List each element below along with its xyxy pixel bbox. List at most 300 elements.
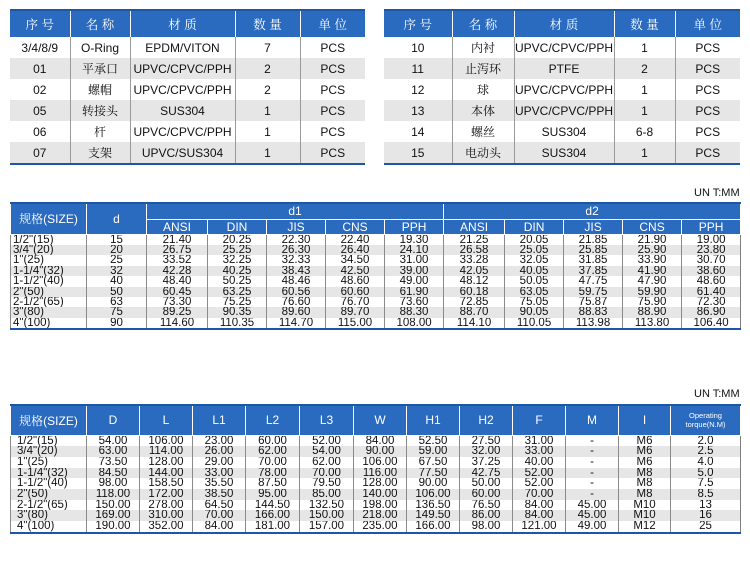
value-cell: 116.00 bbox=[354, 468, 407, 479]
size-cell: 1/2"(15) bbox=[11, 435, 87, 446]
value-cell: 52.00 bbox=[300, 435, 354, 446]
value-cell: 27.50 bbox=[460, 435, 513, 446]
value-cell: 34.50 bbox=[326, 255, 385, 265]
header-pph: PPH bbox=[682, 219, 741, 234]
value-cell: 24.10 bbox=[385, 245, 444, 255]
table-row bbox=[11, 457, 741, 468]
table-row bbox=[10, 58, 365, 79]
size-cell: 4"(100) bbox=[11, 318, 87, 329]
value-cell: 40.25 bbox=[208, 266, 267, 276]
value-cell: 49.00 bbox=[566, 521, 619, 533]
size-cell: 1-1/2"(40) bbox=[11, 478, 87, 489]
cell: UPVC/CPVC/PPH bbox=[514, 79, 614, 100]
value-cell: 20.05 bbox=[505, 234, 564, 245]
value-cell: 64.50 bbox=[193, 500, 246, 511]
value-cell: 61.90 bbox=[385, 287, 444, 297]
value-cell: 2.5 bbox=[671, 446, 741, 457]
value-cell: 63.25 bbox=[208, 287, 267, 297]
header-ansi: ANSI bbox=[444, 219, 505, 234]
header-name: 名 称 bbox=[70, 10, 130, 37]
value-cell: 113.80 bbox=[623, 318, 682, 329]
value-cell: 38.50 bbox=[193, 489, 246, 500]
d-table-body bbox=[11, 234, 741, 329]
value-cell: 106.00 bbox=[354, 457, 407, 468]
value-cell: 76.50 bbox=[460, 500, 513, 511]
value-cell: 86.00 bbox=[460, 510, 513, 521]
value-cell: 31.85 bbox=[564, 255, 623, 265]
value-cell: 48.60 bbox=[326, 276, 385, 286]
parts-table-left bbox=[10, 9, 365, 165]
value-cell: 278.00 bbox=[140, 500, 193, 511]
value-cell: 20 bbox=[87, 245, 147, 255]
value-cell: 21.90 bbox=[623, 234, 682, 245]
value-cell: 144.50 bbox=[246, 500, 300, 511]
value-cell: 26.40 bbox=[326, 245, 385, 255]
cell: 1 bbox=[614, 37, 675, 58]
value-cell: 95.00 bbox=[246, 489, 300, 500]
table-row bbox=[11, 489, 741, 500]
value-cell: 61.40 bbox=[682, 287, 741, 297]
value-cell: 39.00 bbox=[385, 266, 444, 276]
value-cell: - bbox=[566, 468, 619, 479]
value-cell: 41.90 bbox=[623, 266, 682, 276]
value-cell: - bbox=[566, 457, 619, 468]
size-cell: 2-1/2"(65) bbox=[11, 297, 87, 307]
table-row bbox=[11, 234, 741, 245]
cell: PCS bbox=[300, 79, 365, 100]
value-cell: 144.00 bbox=[140, 468, 193, 479]
value-cell: 75.90 bbox=[623, 297, 682, 307]
value-cell: 181.00 bbox=[246, 521, 300, 533]
value-cell: 60.18 bbox=[444, 287, 505, 297]
value-cell: M8 bbox=[619, 478, 671, 489]
value-cell: 40.05 bbox=[505, 266, 564, 276]
cell: PCS bbox=[300, 37, 365, 58]
value-cell: 62.00 bbox=[246, 446, 300, 457]
value-cell: 60.56 bbox=[267, 287, 326, 297]
table-row bbox=[384, 37, 740, 58]
header-d: d bbox=[87, 203, 147, 234]
value-cell: 235.00 bbox=[354, 521, 407, 533]
table-row bbox=[10, 37, 365, 58]
value-cell: 79.50 bbox=[300, 478, 354, 489]
value-cell: 76.70 bbox=[326, 297, 385, 307]
value-cell: 63.00 bbox=[87, 446, 140, 457]
value-cell: 140.00 bbox=[354, 489, 407, 500]
cell: PCS bbox=[675, 100, 740, 121]
value-cell: 31.00 bbox=[385, 255, 444, 265]
value-cell: 54.00 bbox=[300, 446, 354, 457]
value-cell: 25 bbox=[87, 255, 147, 265]
value-cell: 25.05 bbox=[505, 245, 564, 255]
cell: 2 bbox=[614, 58, 675, 79]
table-row bbox=[11, 307, 741, 317]
cell: 10 bbox=[411, 40, 425, 55]
value-cell: 15 bbox=[87, 234, 147, 245]
value-cell: 128.00 bbox=[354, 478, 407, 489]
value-cell: 63 bbox=[87, 297, 147, 307]
value-cell: 25.25 bbox=[208, 245, 267, 255]
table-row bbox=[11, 521, 741, 533]
value-cell: 59.75 bbox=[564, 287, 623, 297]
cell: UPVC/SUS304 bbox=[130, 142, 235, 164]
table-row bbox=[11, 478, 741, 489]
value-cell: 42.05 bbox=[444, 266, 505, 276]
value-cell: 33.52 bbox=[147, 255, 208, 265]
header-operating-torque: Operating torque(N.M) bbox=[671, 405, 741, 435]
table-row bbox=[11, 500, 741, 511]
value-cell: - bbox=[566, 478, 619, 489]
value-cell: M6 bbox=[619, 446, 671, 457]
value-cell: 136.50 bbox=[407, 500, 460, 511]
value-cell: 48.12 bbox=[444, 276, 505, 286]
cell: 05 bbox=[10, 100, 70, 121]
value-cell: 75.87 bbox=[564, 297, 623, 307]
table-row bbox=[11, 318, 741, 329]
value-cell: 21.40 bbox=[147, 234, 208, 245]
value-cell: 114.70 bbox=[267, 318, 326, 329]
value-cell: 110.05 bbox=[505, 318, 564, 329]
value-cell: 59.00 bbox=[407, 446, 460, 457]
value-cell: M6 bbox=[619, 435, 671, 446]
value-cell: 48.40 bbox=[147, 276, 208, 286]
value-cell: 13 bbox=[671, 500, 741, 511]
value-cell: 20.25 bbox=[208, 234, 267, 245]
value-cell: 4.0 bbox=[671, 457, 741, 468]
cell: 本体 bbox=[452, 100, 514, 121]
value-cell: 45.00 bbox=[566, 500, 619, 511]
header-H2: H2 bbox=[460, 405, 513, 435]
cell: 06 bbox=[33, 124, 47, 139]
value-cell: 84.00 bbox=[513, 500, 566, 511]
cell: 球 bbox=[452, 79, 514, 100]
cell: 1 bbox=[614, 142, 675, 164]
table-row bbox=[11, 297, 741, 307]
cell: 02 bbox=[33, 82, 47, 97]
value-cell: 72.85 bbox=[444, 297, 505, 307]
value-cell: 108.00 bbox=[385, 318, 444, 329]
table-row bbox=[11, 245, 741, 255]
cell: SUS304 bbox=[514, 121, 614, 142]
cell: 11 bbox=[384, 58, 452, 79]
header-quantity: 数 量 bbox=[614, 10, 675, 37]
value-cell: 19.00 bbox=[682, 234, 741, 245]
cell: PCS bbox=[300, 100, 365, 121]
value-cell: 88.70 bbox=[444, 307, 505, 317]
cell: 电动头 bbox=[452, 142, 514, 164]
value-cell: 32 bbox=[87, 266, 147, 276]
value-cell: 25 bbox=[671, 521, 741, 533]
table-row bbox=[10, 100, 365, 121]
header-I: I bbox=[619, 405, 671, 435]
value-cell: 352.00 bbox=[140, 521, 193, 533]
value-cell: 310.00 bbox=[140, 510, 193, 521]
value-cell: 32.25 bbox=[208, 255, 267, 265]
value-cell: 166.00 bbox=[246, 510, 300, 521]
header-serial: 序 号 bbox=[384, 10, 452, 37]
size-cell: 3/4"(20) bbox=[11, 245, 87, 255]
cell: PCS bbox=[675, 79, 740, 100]
value-cell: 37.85 bbox=[564, 266, 623, 276]
value-cell: 84.00 bbox=[193, 521, 246, 533]
value-cell: 7.5 bbox=[671, 478, 741, 489]
value-cell: 42.28 bbox=[147, 266, 208, 276]
value-cell: 40.00 bbox=[513, 457, 566, 468]
value-cell: - bbox=[566, 435, 619, 446]
header-M: M bbox=[566, 405, 619, 435]
size-cell: 1/2"(15) bbox=[11, 234, 87, 245]
unit-label-1: UN T:MM bbox=[694, 187, 740, 199]
value-cell: 22.40 bbox=[326, 234, 385, 245]
table-row bbox=[11, 276, 741, 286]
value-cell: 114.10 bbox=[444, 318, 505, 329]
value-cell: 2.0 bbox=[671, 435, 741, 446]
value-cell: 49.00 bbox=[385, 276, 444, 286]
value-cell: 190.00 bbox=[87, 521, 140, 533]
value-cell: 26.30 bbox=[267, 245, 326, 255]
value-cell: 47.90 bbox=[623, 276, 682, 286]
value-cell: 48.60 bbox=[682, 276, 741, 286]
cell: 1 bbox=[614, 100, 675, 121]
cell: PCS bbox=[675, 142, 740, 164]
value-cell: 84.00 bbox=[513, 510, 566, 521]
header-din: DIN bbox=[208, 219, 267, 234]
parts-right-body bbox=[384, 37, 740, 164]
value-cell: 89.25 bbox=[147, 307, 208, 317]
cell: 3/4/8/9 bbox=[21, 40, 59, 55]
value-cell: 90.00 bbox=[407, 478, 460, 489]
header-H1: H1 bbox=[407, 405, 460, 435]
header-din: DIN bbox=[505, 219, 564, 234]
value-cell: 84.00 bbox=[354, 435, 407, 446]
value-cell: 60.00 bbox=[246, 435, 300, 446]
value-cell: 32.33 bbox=[267, 255, 326, 265]
value-cell: 84.50 bbox=[87, 468, 140, 479]
cell: UPVC/CPVC/PPH bbox=[514, 37, 614, 58]
value-cell: 38.43 bbox=[267, 266, 326, 276]
header-jis: JIS bbox=[267, 219, 326, 234]
cell: 转接头 bbox=[70, 100, 130, 121]
value-cell: 5.0 bbox=[671, 468, 741, 479]
value-cell: 70.00 bbox=[246, 457, 300, 468]
parts-left-body bbox=[10, 37, 365, 164]
d-dimension-table bbox=[10, 202, 741, 330]
value-cell: 85.00 bbox=[300, 489, 354, 500]
header-D: D bbox=[87, 405, 140, 435]
value-cell: 106.00 bbox=[407, 489, 460, 500]
header-d2: d2 bbox=[444, 203, 741, 219]
value-cell: 75.25 bbox=[208, 297, 267, 307]
size-cell: 4"(100) bbox=[11, 521, 87, 533]
value-cell: 86.90 bbox=[682, 307, 741, 317]
table-row bbox=[10, 142, 365, 164]
value-cell: 30.70 bbox=[682, 255, 741, 265]
cell: O-Ring bbox=[70, 37, 130, 58]
size-cell: 1"(25) bbox=[11, 457, 87, 468]
cell: UPVC/CPVC/PPH bbox=[130, 121, 235, 142]
value-cell: 33.00 bbox=[193, 468, 246, 479]
value-cell: 31.00 bbox=[513, 435, 566, 446]
header-size: 规格(SIZE) bbox=[11, 203, 87, 234]
cell: UPVC/CPVC/PPH bbox=[130, 58, 235, 79]
value-cell: 98.00 bbox=[460, 521, 513, 533]
value-cell: 8.5 bbox=[671, 489, 741, 500]
header-L3: L3 bbox=[300, 405, 354, 435]
table-row bbox=[384, 100, 740, 121]
value-cell: 166.00 bbox=[407, 521, 460, 533]
cell: 6-8 bbox=[614, 121, 675, 142]
value-cell: 70.00 bbox=[300, 468, 354, 479]
value-cell: 118.00 bbox=[87, 489, 140, 500]
value-cell: 26.75 bbox=[147, 245, 208, 255]
value-cell: M8 bbox=[619, 489, 671, 500]
header-material: 材 质 bbox=[130, 10, 235, 37]
value-cell: 89.70 bbox=[326, 307, 385, 317]
value-cell: 52.00 bbox=[513, 478, 566, 489]
value-cell: 150.00 bbox=[300, 510, 354, 521]
value-cell: 172.00 bbox=[140, 489, 193, 500]
value-cell: 35.50 bbox=[193, 478, 246, 489]
value-cell: 50.00 bbox=[460, 478, 513, 489]
value-cell: 62.00 bbox=[300, 457, 354, 468]
cell: SUS304 bbox=[514, 142, 614, 164]
header-unit: 单 位 bbox=[300, 10, 365, 37]
value-cell: 42.75 bbox=[460, 468, 513, 479]
size-cell: 2"(50) bbox=[11, 489, 87, 500]
header-L1: L1 bbox=[193, 405, 246, 435]
header-name: 名 称 bbox=[452, 10, 514, 37]
value-cell: 45.00 bbox=[566, 510, 619, 521]
value-cell: 33.00 bbox=[513, 446, 566, 457]
value-cell: 150.00 bbox=[87, 500, 140, 511]
value-cell: 75 bbox=[87, 307, 147, 317]
value-cell: 89.60 bbox=[267, 307, 326, 317]
size-cell: 3"(80) bbox=[11, 307, 87, 317]
value-cell: 50.05 bbox=[505, 276, 564, 286]
dimension-table-body bbox=[11, 435, 741, 533]
size-cell: 3"(80) bbox=[11, 510, 87, 521]
value-cell: 25.90 bbox=[623, 245, 682, 255]
value-cell: 88.83 bbox=[564, 307, 623, 317]
value-cell: 76.60 bbox=[267, 297, 326, 307]
value-cell: 52.50 bbox=[407, 435, 460, 446]
size-cell: 2"(50) bbox=[11, 287, 87, 297]
value-cell: 21.85 bbox=[564, 234, 623, 245]
cell: 07 bbox=[10, 142, 70, 164]
table-row bbox=[11, 266, 741, 276]
header-F: F bbox=[513, 405, 566, 435]
cell: 平承口 bbox=[70, 58, 130, 79]
cell: 1 bbox=[235, 121, 300, 142]
value-cell: 60.60 bbox=[326, 287, 385, 297]
cell: 1 bbox=[235, 142, 300, 164]
table-row bbox=[11, 468, 741, 479]
value-cell: 106.00 bbox=[140, 435, 193, 446]
header-material: 材 质 bbox=[514, 10, 614, 37]
value-cell: 72.30 bbox=[682, 297, 741, 307]
table-row bbox=[384, 79, 740, 100]
header-unit: 单 位 bbox=[675, 10, 740, 37]
size-cell: 2-1/2"(65) bbox=[11, 500, 87, 511]
value-cell: 70.00 bbox=[193, 510, 246, 521]
value-cell: 26.00 bbox=[193, 446, 246, 457]
cell: 13 bbox=[384, 100, 452, 121]
value-cell: 33.90 bbox=[623, 255, 682, 265]
value-cell: 37.25 bbox=[460, 457, 513, 468]
header-jis: JIS bbox=[564, 219, 623, 234]
value-cell: 113.98 bbox=[564, 318, 623, 329]
header-size: 规格(SIZE) bbox=[11, 405, 87, 435]
size-cell: 3/4"(20) bbox=[11, 446, 87, 457]
value-cell: 54.00 bbox=[87, 435, 140, 446]
dimension-table bbox=[10, 404, 741, 534]
value-cell: 132.50 bbox=[300, 500, 354, 511]
value-cell: 50 bbox=[87, 287, 147, 297]
table-row bbox=[11, 255, 741, 265]
value-cell: 75.05 bbox=[505, 297, 564, 307]
table-row bbox=[11, 446, 741, 457]
value-cell: 26.58 bbox=[444, 245, 505, 255]
table-row bbox=[11, 510, 741, 521]
table-row bbox=[384, 58, 740, 79]
cell: SUS304 bbox=[130, 100, 235, 121]
size-cell: 1-1/4"(32) bbox=[11, 266, 87, 276]
value-cell: 47.75 bbox=[564, 276, 623, 286]
value-cell: 52.00 bbox=[513, 468, 566, 479]
value-cell: 218.00 bbox=[354, 510, 407, 521]
value-cell: 67.50 bbox=[407, 457, 460, 468]
cell: 螺帽 bbox=[70, 79, 130, 100]
value-cell: 59.90 bbox=[623, 287, 682, 297]
cell: EPDM/VITON bbox=[130, 37, 235, 58]
cell: 12 bbox=[411, 82, 425, 97]
value-cell: 90.00 bbox=[354, 446, 407, 457]
table-row bbox=[11, 435, 741, 446]
value-cell: 169.00 bbox=[87, 510, 140, 521]
value-cell: M10 bbox=[619, 500, 671, 511]
value-cell: 115.00 bbox=[326, 318, 385, 329]
cell: PCS bbox=[300, 58, 365, 79]
value-cell: 90.35 bbox=[208, 307, 267, 317]
value-cell: 158.50 bbox=[140, 478, 193, 489]
value-cell: 50.25 bbox=[208, 276, 267, 286]
value-cell: 40 bbox=[87, 276, 147, 286]
value-cell: 88.30 bbox=[385, 307, 444, 317]
value-cell: 63.05 bbox=[505, 287, 564, 297]
value-cell: 121.00 bbox=[513, 521, 566, 533]
table-row bbox=[10, 79, 365, 100]
size-cell: 1-1/2"(40) bbox=[11, 276, 87, 286]
header-L: L bbox=[140, 405, 193, 435]
value-cell: 22.30 bbox=[267, 234, 326, 245]
table-row bbox=[11, 287, 741, 297]
value-cell: 77.50 bbox=[407, 468, 460, 479]
value-cell: 60.00 bbox=[460, 489, 513, 500]
cell: PCS bbox=[675, 37, 740, 58]
value-cell: 33.28 bbox=[444, 255, 505, 265]
value-cell: M12 bbox=[619, 521, 671, 533]
value-cell: 60.45 bbox=[147, 287, 208, 297]
cell: 止泻环 bbox=[452, 58, 514, 79]
cell: UPVC/CPVC/PPH bbox=[514, 100, 614, 121]
header-quantity: 数 量 bbox=[235, 10, 300, 37]
value-cell: 90.05 bbox=[505, 307, 564, 317]
value-cell: 19.30 bbox=[385, 234, 444, 245]
value-cell: 87.50 bbox=[246, 478, 300, 489]
cell: 1 bbox=[235, 100, 300, 121]
cell: PCS bbox=[675, 121, 740, 142]
unit-label-2: UN T:MM bbox=[694, 388, 740, 400]
